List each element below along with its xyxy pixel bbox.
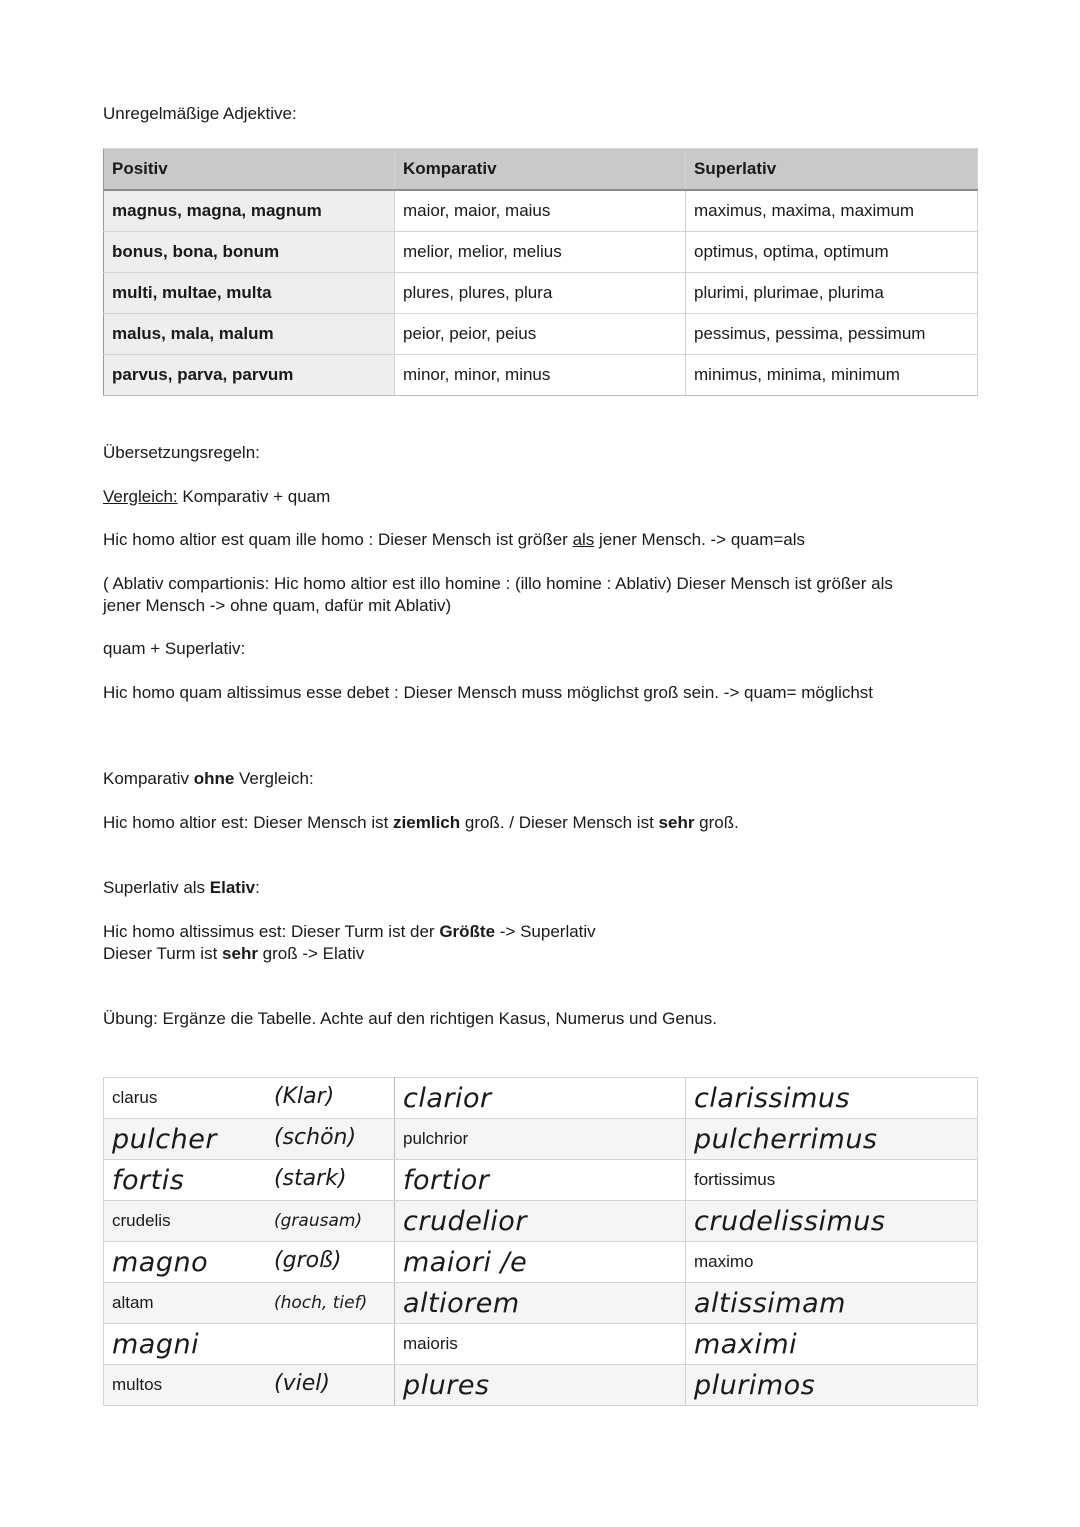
heading-bold: ohne <box>193 769 235 788</box>
positiv-value: magni <box>112 1328 200 1360</box>
heading-part: Vergleich: <box>234 769 314 788</box>
ablativ-line-1: ( Ablativ compartionis: Hic homo altior est illo homine : (illo homine : Ablativ) Dieser Mensch ist größer als <box>103 574 893 593</box>
komparativ-cell: minor, minor, minus <box>395 355 686 396</box>
superlativ-value: plurimos <box>694 1369 816 1401</box>
superlativ-value: pulcherrimus <box>694 1123 878 1155</box>
example-text: groß. / Dieser Mensch ist <box>460 813 659 832</box>
example-text: jener Mensch. -> quam=als <box>594 530 806 549</box>
exercise-positiv-cell <box>104 1078 395 1119</box>
exercise-komparativ-cell <box>395 1201 686 1242</box>
exercise-row <box>104 1160 978 1201</box>
comparative-example <box>103 812 983 834</box>
example-quam-als <box>103 529 983 551</box>
exercise-row <box>104 1078 978 1119</box>
komparativ-value: crudelior <box>403 1205 527 1237</box>
exercise-row <box>104 1283 978 1324</box>
exercise-positiv-cell <box>104 1242 395 1283</box>
example-text: -> Superlativ <box>495 922 596 941</box>
komparativ-cell: maior, maior, maius <box>395 190 686 232</box>
exercise-superlativ-cell <box>686 1201 978 1242</box>
table-row <box>104 314 978 355</box>
exercise-superlativ-cell <box>686 1324 978 1365</box>
komparativ-cell: melior, melior, melius <box>395 232 686 273</box>
komparativ-value: pulchrior <box>403 1129 469 1148</box>
komparativ-value: clarior <box>403 1082 492 1114</box>
exercise-superlativ-cell <box>686 1119 978 1160</box>
exercise-table-body <box>104 1078 978 1406</box>
positiv-value: magno <box>112 1246 209 1278</box>
meaning-note: (schön) <box>274 1125 357 1150</box>
exercise-table <box>103 1077 978 1406</box>
komparativ-value: maioris <box>403 1334 458 1353</box>
exercise-positiv-cell <box>104 1365 395 1406</box>
irregular-table-body <box>104 190 978 396</box>
exercise-positiv-cell <box>104 1160 395 1201</box>
header-komparativ: Komparativ <box>395 149 686 191</box>
section-heading-translation: Übersetzungsregeln: <box>103 443 260 462</box>
superlativ-value: clarissimus <box>694 1082 851 1114</box>
comparative-without-comparison-heading <box>103 768 983 790</box>
meaning-note: (stark) <box>274 1166 347 1191</box>
exercise-row <box>104 1365 978 1406</box>
meaning-note: (Klar) <box>274 1084 335 1109</box>
heading-part: : <box>255 878 260 897</box>
bold-groesste: Größte <box>439 922 496 941</box>
meaning-note: (groß) <box>274 1248 342 1273</box>
komparativ-value: altiorem <box>403 1287 520 1319</box>
superlativ-cell: minimus, minima, minimum <box>686 355 978 396</box>
superlativ-value: maximo <box>694 1252 754 1271</box>
exercise-superlativ-cell <box>686 1365 978 1406</box>
heading-part: Superlativ als <box>103 878 210 897</box>
table-row <box>104 190 978 232</box>
exercise-komparativ-cell <box>395 1324 686 1365</box>
example-text: groß -> Elativ <box>257 944 365 963</box>
positiv-value: pulcher <box>112 1123 217 1155</box>
exercise-komparativ-cell <box>395 1119 686 1160</box>
exercise-komparativ-cell <box>395 1365 686 1406</box>
section-heading-irregular: Unregelmäßige Adjektive: <box>103 104 297 123</box>
exercise-instruction: Übung: Ergänze die Tabelle. Achte auf den richtigen Kasus, Numerus und Genus. <box>103 1009 717 1028</box>
example-text: Hic homo altissimus est: Dieser Turm ist der <box>103 922 440 941</box>
superlativ-value: crudelissimus <box>694 1205 886 1237</box>
underlined-als: als <box>572 530 595 549</box>
bold-sehr: sehr <box>658 813 695 832</box>
komparativ-cell: plures, plures, plura <box>395 273 686 314</box>
heading-part: Komparativ <box>103 769 194 788</box>
superlativ-cell: maximus, maxima, maximum <box>686 190 978 232</box>
table-header-row <box>104 149 978 191</box>
exercise-superlativ-cell <box>686 1078 978 1119</box>
superlativ-cell: plurimi, plurimae, plurima <box>686 273 978 314</box>
positiv-cell: bonus, bona, bonum <box>104 232 395 273</box>
exercise-positiv-cell <box>104 1201 395 1242</box>
superlativ-cell: pessimus, pessima, pessimum <box>686 314 978 355</box>
positiv-value: multos <box>112 1375 163 1394</box>
comparison-text: Komparativ + quam <box>177 487 331 506</box>
positiv-value: altam <box>112 1293 154 1312</box>
exercise-positiv-cell <box>104 1324 395 1365</box>
elativ-heading <box>103 877 983 899</box>
header-superlativ: Superlativ <box>686 149 978 191</box>
komparativ-value: plures <box>403 1369 490 1401</box>
table-row <box>104 232 978 273</box>
bold-sehr: sehr <box>222 944 258 963</box>
komparativ-value: maiori /e <box>403 1246 528 1278</box>
exercise-komparativ-cell <box>395 1078 686 1119</box>
superlativ-value: altissimam <box>694 1287 846 1319</box>
heading-bold: Elativ <box>209 878 256 897</box>
exercise-komparativ-cell <box>395 1283 686 1324</box>
comparison-rule <box>103 486 983 508</box>
positiv-cell: malus, mala, malum <box>104 314 395 355</box>
example-quam-moeglichst: Hic homo quam altissimus esse debet : Dieser Mensch muss möglichst groß sein. -> quam= möglichst <box>103 683 874 702</box>
exercise-row <box>104 1119 978 1160</box>
example-text: groß. <box>694 813 739 832</box>
ablativ-line-2: jener Mensch -> ohne quam, dafür mit Ablativ) <box>103 596 452 615</box>
table-row <box>104 355 978 396</box>
bold-ziemlich: ziemlich <box>393 813 461 832</box>
comparison-label: Vergleich: <box>103 487 178 506</box>
irregular-adjectives-table <box>103 148 978 396</box>
superlativ-value: maximi <box>694 1328 798 1360</box>
exercise-row <box>104 1201 978 1242</box>
komparativ-value: fortior <box>403 1164 490 1196</box>
positiv-value: crudelis <box>112 1211 171 1230</box>
positiv-cell: magnus, magna, magnum <box>104 190 395 232</box>
exercise-row <box>104 1324 978 1365</box>
exercise-positiv-cell <box>104 1283 395 1324</box>
positiv-cell: multi, multae, multa <box>104 273 395 314</box>
elativ-example <box>103 921 983 965</box>
superlativ-cell: optimus, optima, optimum <box>686 232 978 273</box>
header-positiv: Positiv <box>104 149 395 191</box>
example-text: Hic homo altior est quam ille homo : Dieser Mensch ist größer <box>103 530 573 549</box>
superlativ-value: fortissimus <box>694 1170 776 1189</box>
exercise-komparativ-cell <box>395 1242 686 1283</box>
positiv-value: fortis <box>112 1164 185 1196</box>
exercise-superlativ-cell <box>686 1283 978 1324</box>
exercise-komparativ-cell <box>395 1160 686 1201</box>
meaning-note: (hoch, tief) <box>274 1293 368 1313</box>
exercise-superlativ-cell <box>686 1242 978 1283</box>
example-text: Dieser Turm ist <box>103 944 223 963</box>
exercise-positiv-cell <box>104 1119 395 1160</box>
quam-superlativ-heading: quam + Superlativ: <box>103 639 246 658</box>
ablativ-note <box>103 573 983 617</box>
positiv-cell: parvus, parva, parvum <box>104 355 395 396</box>
positiv-value: clarus <box>112 1088 158 1107</box>
meaning-note: (viel) <box>274 1371 330 1396</box>
exercise-superlativ-cell <box>686 1160 978 1201</box>
table-row <box>104 273 978 314</box>
komparativ-cell: peior, peior, peius <box>395 314 686 355</box>
example-text: Hic homo altior est: Dieser Mensch ist <box>103 813 394 832</box>
exercise-row <box>104 1242 978 1283</box>
meaning-note: (grausam) <box>274 1211 363 1231</box>
